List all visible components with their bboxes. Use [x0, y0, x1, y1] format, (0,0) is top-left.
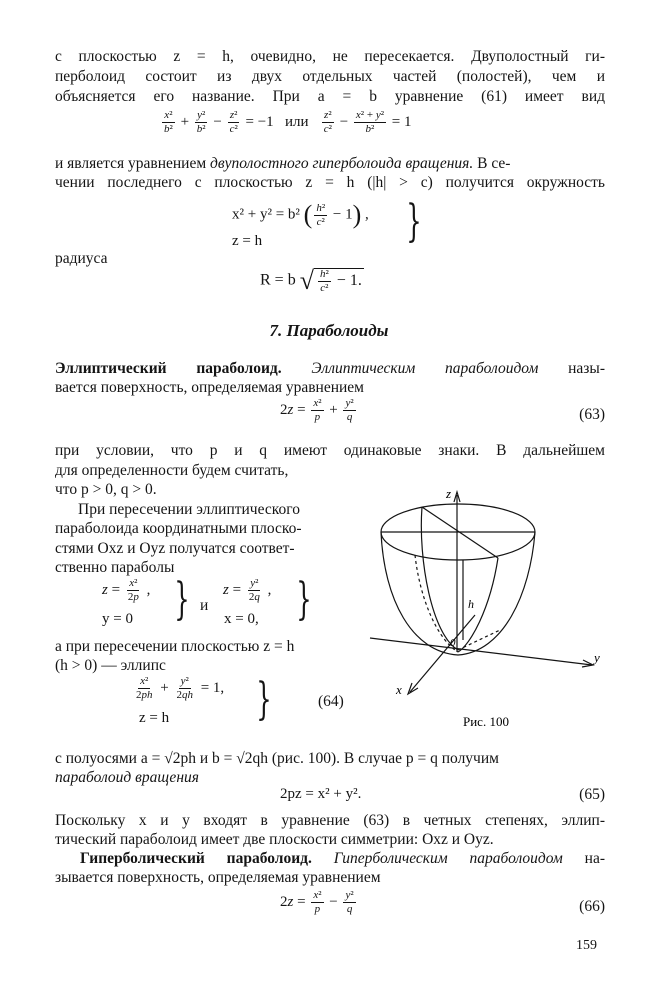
text-line: с полуосями a = √2ph и b = √2qh (рис. 100). В случае p = q получим — [55, 750, 499, 767]
origin-label: 0 — [450, 637, 456, 649]
text-line: стями Oxz и Oyz получатся соответ- — [55, 540, 295, 557]
equation-64: $\frac{\text{x²}}{2ph}$ + $\frac{\text{y²}}{2qh}$ = 1, — [136, 675, 225, 701]
right-brace: } — [256, 674, 272, 725]
paraboloid-outline — [381, 532, 535, 655]
figure-elliptic-paraboloid — [360, 480, 610, 740]
equation-64-z: z = h — [139, 710, 170, 726]
text-line: (h > 0) — эллипс — [55, 657, 166, 674]
text-line: радиуса — [55, 250, 108, 267]
text-line: тический параболоид имеет две плоскости симметрии: Oxz и Oyz. — [55, 831, 494, 848]
text-line: Гиперболический параболоид. Гиперболическим параболоидом на- — [80, 850, 605, 867]
text-line: для определенности будем считать, — [55, 462, 289, 479]
text-line: с плоскостью z = h, очевидно, не пересекается. Двуполостный ги- — [55, 48, 605, 65]
text-line: Поскольку x и y входят в уравнение (63) в четных степенях, эллип- — [55, 812, 605, 829]
equation-number: (66) — [579, 898, 605, 915]
text-line: чении последнего с плоскостью z = h (|h| > c) получится окружность — [55, 174, 605, 191]
text-line: а при пересечении плоскостью z = h — [55, 638, 295, 655]
text-line: параболоида координатными плоско- — [55, 520, 302, 537]
y-label: y — [594, 650, 600, 665]
figure-caption: Рис. 100 — [463, 714, 509, 729]
text-line: перболоид состоит из двух отдельных частей (полостей), чем и — [55, 68, 605, 85]
right-brace: } — [174, 574, 190, 625]
equation-number: (63) — [579, 406, 605, 423]
conjunction: и — [200, 597, 209, 614]
equation-parabola-xz: z = $\frac{\text{x²}}{2p}$ , — [102, 577, 151, 603]
equation-parabola-yz: z = $\frac{\text{y²}}{2q}$ , — [223, 577, 272, 603]
equation-hyperboloid-rotation: $\frac{\text{x²}}{\text{b²}}$ + $\frac{\text{y²}}{\text{b²}}$ − $\frac{\text{z²}}{\text{c²}}$ = −1 или $\frac{\text{z²}}{\text{c²}}$ − $\frac{\text{x² + y²}}{\text{b²}}$ = 1 — [164, 109, 412, 135]
equation-radius: R = b √ $\frac{\text{h²}}{\text{c²}}$ − 1. — [260, 266, 362, 295]
h-label: h — [468, 597, 474, 611]
z-label: z — [445, 486, 451, 501]
equation-65: 2pz = x² + y². — [280, 786, 362, 802]
text-line: параболоид вращения — [55, 769, 199, 786]
equation-63: 2z = $\frac{\text{x²}}{p}$ + $\frac{\text{y²}}{q}$ — [280, 397, 354, 423]
x-label: x — [396, 682, 402, 697]
text-line: при условии, что p и q имеют одинаковые знаки. В дальнейшем — [55, 442, 605, 459]
equation-circle-z: z = h — [232, 233, 263, 249]
page-number: 159 — [576, 938, 597, 953]
text-line: вается поверхность, определяемая уравнением — [55, 379, 364, 396]
text-line: Эллиптический параболоид. Эллиптическим параболоидом назы- — [55, 360, 606, 377]
equation-number: (64) — [318, 693, 344, 710]
equation-parabola-yz-cond: x = 0, — [224, 611, 259, 627]
equation-parabola-xz-cond: y = 0 — [102, 611, 133, 627]
right-brace: } — [406, 196, 422, 247]
section-title: 7. Параболоиды — [269, 321, 389, 340]
equation-66: 2z = $\frac{\text{x²}}{p}$ − $\frac{\text{y²}}{q}$ — [280, 889, 354, 915]
text-line: ственно параболы — [55, 559, 175, 576]
right-brace: } — [296, 574, 312, 625]
text-line: что p > 0, q > 0. — [55, 481, 157, 498]
y-axis — [370, 638, 592, 665]
equation-number: (65) — [579, 786, 605, 803]
text-line: объясняется его название. При a = b уравнение (61) имеет вид — [55, 88, 605, 105]
text-line: При пересечении эллиптического — [78, 501, 300, 518]
equation-circle: x² + y² = b² ( $\frac{\text{h²}}{\text{c²}}$ − 1) , — [232, 200, 369, 229]
text-line: и является уравнением двуполостного гиперболоида вращения. В се- — [55, 155, 511, 172]
text-line: зывается поверхность, определяемая уравнением — [55, 869, 381, 886]
